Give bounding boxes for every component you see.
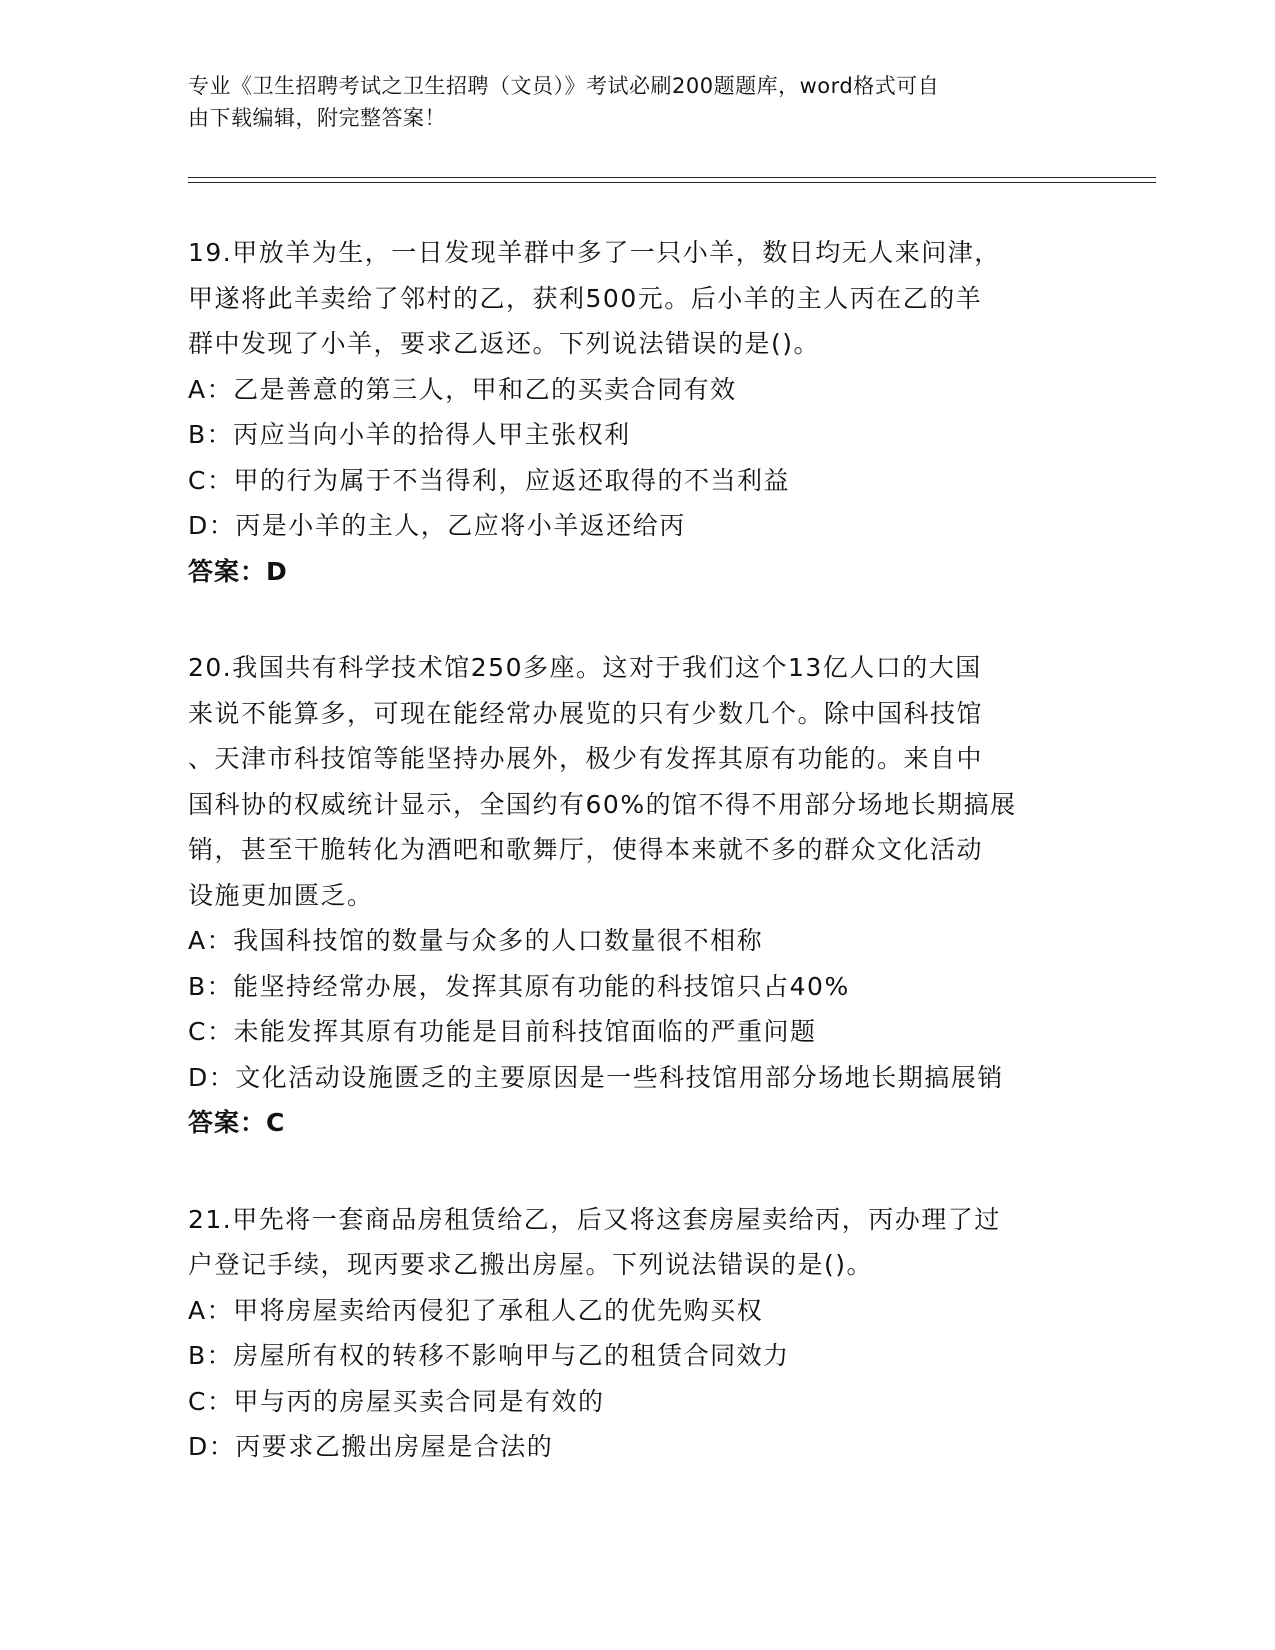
question-list	[188, 230, 1088, 1521]
stem-line: 国科协的权威统计显示，全国约有60%的馆不得不用部分场地长期搞展	[188, 789, 1017, 819]
option-a: A：乙是善意的第三人，甲和乙的买卖合同有效	[188, 374, 737, 404]
stem-line: 销，甚至干脆转化为酒吧和歌舞厅，使得本来就不多的群众文化活动	[188, 835, 984, 864]
question-19	[188, 230, 1088, 594]
stem-line: 19.甲放羊为生，一日发现羊群中多了一只小羊，数日均无人来问津，	[188, 238, 1001, 267]
option-d: D：丙是小羊的主人，乙应将小羊返还给丙	[188, 511, 686, 540]
question-stem	[188, 645, 1088, 918]
answer-label: 答案：D	[188, 556, 288, 586]
header-divider-top	[188, 177, 1156, 178]
question-20	[188, 645, 1088, 1146]
document-header	[188, 70, 1088, 134]
question-stem	[188, 230, 1088, 367]
answer-label: 答案：C	[188, 1108, 286, 1137]
question-21	[188, 1197, 1088, 1470]
question-stem	[188, 1197, 1088, 1288]
stem-line: 、天津市科技馆等能坚持办展外，极少有发挥其原有功能的。来自中	[188, 744, 984, 773]
stem-line: 甲遂将此羊卖给了邻村的乙，获利500元。后小羊的主人丙在乙的羊	[188, 283, 983, 313]
option-b: B：房屋所有权的转移不影响甲与乙的租赁合同效力	[188, 1341, 790, 1370]
option-c: C：未能发挥其原有功能是目前科技馆面临的严重问题	[188, 1017, 817, 1046]
header-divider-bottom	[188, 182, 1156, 183]
stem-line: 户登记手续，现丙要求乙搬出房屋。下列说法错误的是()。	[188, 1250, 874, 1279]
stem-line: 群中发现了小羊，要求乙返还。下列说法错误的是()。	[188, 329, 821, 358]
option-d: D：丙要求乙搬出房屋是合法的	[188, 1432, 554, 1461]
stem-line: 20.我国共有科学技术馆250多座。这对于我们这个13亿人口的大国	[188, 653, 982, 682]
option-d: D：文化活动设施匮乏的主要原因是一些科技馆用部分场地长期搞展销	[188, 1062, 1004, 1092]
stem-line: 21.甲先将一套商品房租赁给乙，后又将这套房屋卖给丙，丙办理了过	[188, 1204, 1001, 1234]
option-c: C：甲与丙的房屋买卖合同是有效的	[188, 1386, 605, 1416]
option-c: C：甲的行为属于不当得利，应返还取得的不当利益	[188, 465, 790, 495]
header-line-2: 由下载编辑，附完整答案！	[188, 106, 446, 130]
option-b: B：能坚持经常办展，发挥其原有功能的科技馆只占40%	[188, 971, 850, 1001]
option-b: B：丙应当向小羊的拾得人甲主张权利	[188, 420, 631, 449]
header-line-1: 专业《卫生招聘考试之卫生招聘（文员）》考试必刷200题题库，word格式可自	[188, 74, 940, 98]
stem-line: 设施更加匮乏。	[188, 880, 374, 910]
option-a: A：甲将房屋卖给丙侵犯了承租人乙的优先购买权	[188, 1295, 764, 1325]
option-a: A：我国科技馆的数量与众多的人口数量很不相称	[188, 926, 764, 955]
stem-line: 来说不能算多，可现在能经常办展览的只有少数几个。除中国科技馆	[188, 698, 984, 728]
